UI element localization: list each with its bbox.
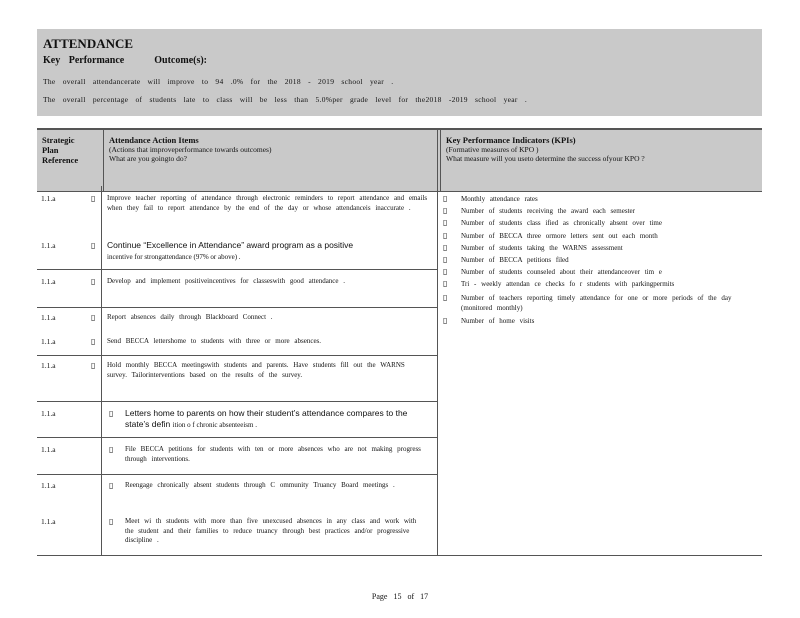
checkbox-icon: ▯ [109,445,114,454]
kpi-column-sub2: What measure will you useto determine the success ofyour KPO ? [446,154,645,163]
action-column-title: Attendance Action Items [109,135,199,145]
action-item [91,337,429,347]
checkbox-icon: ▯ [443,218,448,228]
row-reference: 1.1.a [41,445,56,454]
checkbox-icon: ▯ [109,481,114,490]
outcome-line-1: The overall attendancerate will improve to 94 .0% for the 2018 - 2019 school year . [43,77,394,86]
row-reference: 1.1.a [41,517,56,526]
action-item [109,445,429,464]
row-reference: 1.1.a [41,409,56,418]
checkbox-icon: ▯ [91,277,96,286]
row-reference: 1.1.a [41,361,56,370]
checkbox-icon: ▯ [443,279,448,289]
kpi-item [443,193,753,205]
action-item [91,240,429,263]
checkbox-icon: ▯ [443,292,448,302]
kpi-item [443,217,753,229]
row-reference: 1.1.a [41,337,56,346]
kpi-text: Number of students receiving the award each semester [461,207,635,216]
action-item [91,361,429,380]
action-item [91,277,429,287]
column-divider-2 [437,130,438,556]
action-section-5 [37,401,437,438]
action-section-7 [37,474,437,510]
kpi-item [443,242,753,254]
kpi-item [443,293,753,313]
checkbox-icon: ▯ [443,206,448,216]
action-text: Report absences daily through Blackboard Connect . [107,313,273,321]
action-section-4 [37,355,437,402]
action-item [91,194,429,213]
action-section-8 [37,510,437,556]
column-header-actions [104,129,441,192]
kpi-text: Number of home visits [461,316,535,325]
checkbox-icon: ▯ [443,315,448,325]
column-header-reference [37,129,104,192]
action-item [109,408,429,431]
checkbox-icon: ▯ [443,267,448,277]
kpi-text: Number of teachers reporting timely attendance for one or more periods of the day (monitored monthly) [461,293,732,312]
outcome-line-2: The overall percentage of students late to class will be less than 5.0%per grade level for the2018 -2019 school year . [43,95,528,104]
kpi-text: Number of students counseled about their attendanceover tim e [461,268,662,277]
action-text: Improve teacher reporting of attendance through electronic reminders to report attendance and emails when they fail to report attendance by the end of the day or whose attendanceis inaccurate . [107,194,428,212]
kpi-text: Monthly attendance rates [461,195,538,203]
checkbox-icon: ▯ [91,313,96,322]
row-reference: 1.1.a [41,481,56,490]
action-text: File BECCA petitions for students with ten or more absences who are not making progress through interventions. [125,445,421,463]
kpo-label-2: Outcome(s): [154,55,208,66]
kpi-list [443,193,753,327]
header-banner [37,29,762,116]
row-reference: 1.1.a [41,194,56,203]
checkbox-icon: ▯ [443,230,448,240]
kpi-item [443,266,753,278]
action-text: Hold monthly BECCA meetingswith students and parents. Have students fill out the WARNS survey. Tailorinterventions based on the results of the survey. [107,361,405,379]
checkbox-icon: ▯ [91,194,96,203]
action-text: Develop and implement positiveincentives for classeswith good attendance . [107,277,346,285]
column-header-kpis [441,129,763,192]
ref-column-title: Strategic Plan Reference [42,135,79,165]
kpi-text: Number of students taking the WARNS assessment [461,243,623,252]
action-section-3 [37,307,437,356]
action-subtext: incentive for strongattendance (97% or above) . [107,253,241,261]
action-text: Meet wi th students with more than five unexcused absences in any class and work with the student and their families to reduce truancy through best practices and/or progressive discipline . [125,517,417,544]
action-section-1 [37,186,437,270]
kpo-label [43,55,207,66]
action-column-sub1: (Actions that improveperformance towards outcomes) [109,145,272,154]
kpi-item [443,254,753,266]
row-reference: 1.1.a [41,313,56,322]
kpi-column-sub1: (Formative measures of KPO ) [446,145,539,154]
checkbox-icon: ▯ [91,241,96,250]
kpi-text: Tri - weekly attendan ce checks fo r students with parkingpermits [461,280,675,289]
action-text: Send BECCA lettershome to students with three or more absences. [107,337,322,345]
action-section-6 [37,437,437,475]
kpi-item [443,315,753,327]
kpi-item [443,278,753,290]
page-number: Page 15 of 17 [371,592,429,601]
kpi-item [443,205,753,217]
action-text: Reengage chronically absent students through C ommunity Truancy Board meetings . [125,481,395,489]
checkbox-icon: ▯ [91,361,96,370]
kpi-text: Number of BECCA three ormore letters sent out each month [461,231,658,240]
kpi-column-title: Key Performance Indicators (KPIs) [446,135,576,145]
checkbox-icon: ▯ [443,242,448,252]
checkbox-icon: ▯ [443,255,448,265]
row-reference: 1.1.a [41,277,56,286]
row-reference: 1.1.a [41,241,56,250]
checkbox-icon: ▯ [109,409,114,418]
checkbox-icon: ▯ [443,194,448,203]
action-item [109,517,429,546]
kpo-label-1: Key Performance [43,55,125,66]
checkbox-icon: ▯ [109,517,114,526]
action-column-sub2: What are you goingto do? [109,154,187,163]
checkbox-icon: ▯ [91,337,96,346]
kpi-text: Number of BECCA petitions filed [461,256,569,265]
kpi-text: Number of students class ified as chronically absent over time [461,219,662,228]
page-title: ATTENDANCE [43,36,134,51]
action-section-2 [37,269,437,308]
action-item [91,313,429,323]
action-text: Continue “Excellence in Attendance” award program as a positive [107,240,354,250]
action-text: Letters home to parents on how their student’s attendance compares to the state’s defin [125,408,408,429]
action-subtext: ition o f chronic absenteeism . [172,421,257,429]
kpi-item [443,230,753,242]
action-item [109,481,429,491]
